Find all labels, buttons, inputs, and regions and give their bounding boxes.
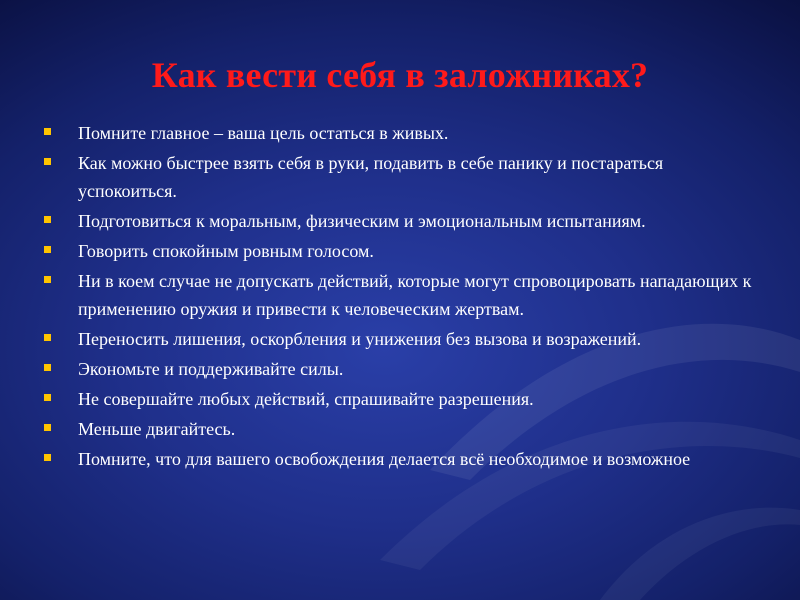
bullet-text: Помните, что для вашего освобождения делается всё необходимое и возможное: [78, 449, 691, 469]
bullet-text: Помните главное – ваша цель остаться в живых.: [78, 123, 449, 143]
bullet-item: [44, 237, 764, 265]
bullet-item: [44, 325, 764, 353]
bullet-item: [44, 119, 764, 147]
bullet-text: Как можно быстрее взять себя в руки, подавить в себе панику и постараться успокоиться.: [78, 153, 664, 201]
yellow-square-marker-icon: [44, 394, 51, 401]
bullet-text: Экономьте и поддерживайте силы.: [78, 359, 344, 379]
bullet-text: Меньше двигайтесь.: [78, 419, 236, 439]
yellow-square-marker-icon: [44, 158, 51, 165]
bullet-text: Не совершайте любых действий, спрашивайте разрешения.: [78, 389, 534, 409]
bullet-item: [44, 355, 764, 383]
bullet-item: [44, 385, 764, 413]
bullet-item: [44, 267, 764, 323]
yellow-square-marker-icon: [44, 454, 51, 461]
yellow-square-marker-icon: [44, 334, 51, 341]
yellow-square-marker-icon: [44, 216, 51, 223]
yellow-square-marker-icon: [44, 128, 51, 135]
yellow-square-marker-icon: [44, 364, 51, 371]
bullet-text: Переносить лишения, оскорбления и унижения без вызова и возражений.: [78, 329, 642, 349]
bullet-list: [44, 119, 764, 473]
bullet-item: [44, 207, 764, 235]
slide-title: Как вести себя в заложниках?: [151, 55, 649, 95]
bullet-text: Ни в коем случае не допускать действий, которые могут спровоцировать нападающих к применению оружия и привести к человеческим жертвам.: [78, 271, 752, 319]
bullet-item: [44, 445, 764, 473]
bullet-text: Говорить спокойным ровным голосом.: [78, 241, 374, 261]
bullet-item: [44, 415, 764, 443]
bullet-text: Подготовиться к моральным, физическим и эмоциональным испытаниям.: [78, 211, 646, 231]
bullet-item: [44, 149, 764, 205]
yellow-square-marker-icon: [44, 424, 51, 431]
yellow-square-marker-icon: [44, 276, 51, 283]
yellow-square-marker-icon: [44, 246, 51, 253]
